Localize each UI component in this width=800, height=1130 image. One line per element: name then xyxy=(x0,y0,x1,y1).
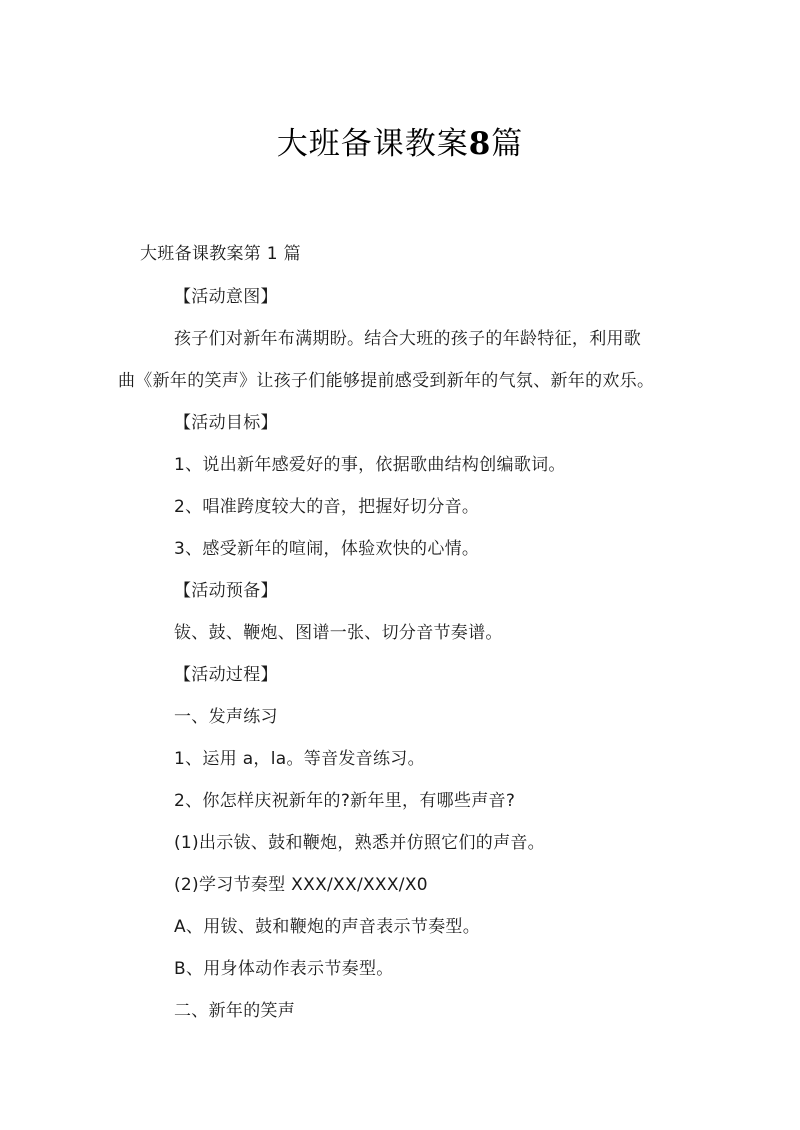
list-item: 2、唱准跨度较大的音，把握好切分音。 xyxy=(174,497,480,517)
list-item: 1、说出新年感爱好的事，依据歌曲结构创编歌词。 xyxy=(174,455,566,475)
paragraph-line: 钹、鼓、鞭炮、图谱一张、切分音节奏谱。 xyxy=(174,623,503,643)
title-main: 大班备课教案 xyxy=(276,126,469,162)
section-heading: 大班备课教案第 1 篇 xyxy=(140,244,301,264)
list-item: 3、感受新年的喧闹，体验欢快的心情。 xyxy=(174,539,480,559)
list-item: A、用钹、鼓和鞭炮的声音表示节奏型。 xyxy=(174,917,481,937)
paragraph-line: 孩子们对新年布满期盼。结合大班的孩子的年龄特征，利用歌 xyxy=(174,329,642,349)
paragraph-line: 曲《新年的笑声》让孩子们能够提前感受到新年的气氛、新年的欢乐。 xyxy=(118,371,655,391)
subheading-goals: 【活动目标】 xyxy=(174,413,278,433)
list-item: (1)出示钹、鼓和鞭炮，熟悉并仿照它们的声音。 xyxy=(174,833,545,853)
subheading-intent: 【活动意图】 xyxy=(174,287,278,307)
title-number: 8 xyxy=(468,126,492,162)
list-item: (2)学习节奏型 XXX/XX/XXX/X0 xyxy=(174,875,428,895)
step-heading: 一、发声练习 xyxy=(174,707,278,727)
list-item: 2、你怎样庆祝新年的?新年里，有哪些声音? xyxy=(174,791,516,811)
list-item: B、用身体动作表示节奏型。 xyxy=(174,959,394,979)
document-title xyxy=(0,124,800,164)
title-tail: 篇 xyxy=(491,126,524,162)
step-heading: 二、新年的笑声 xyxy=(174,1001,296,1021)
subheading-preparation: 【活动预备】 xyxy=(174,581,278,601)
subheading-process: 【活动过程】 xyxy=(174,665,278,685)
list-item: 1、运用 a，la。等音发音练习。 xyxy=(174,749,425,769)
